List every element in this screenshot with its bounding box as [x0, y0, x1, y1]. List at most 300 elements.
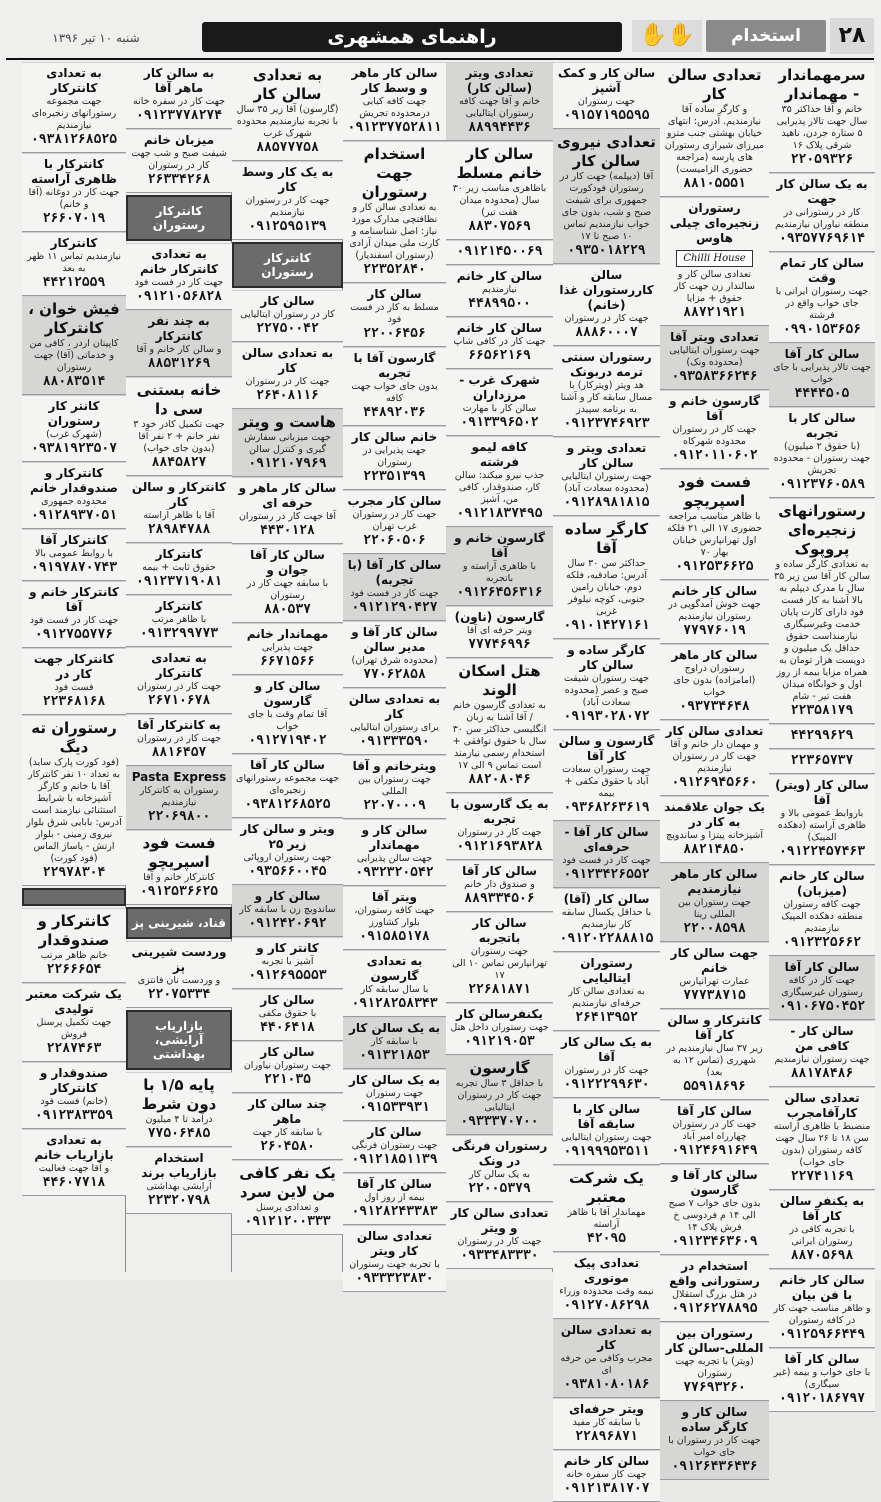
ad-title: سالن کار با تجربه [788, 411, 856, 440]
column-7 [126, 62, 232, 1272]
ad-body: بیمه از روز اول [364, 1192, 425, 1203]
ad-title: به تعدادی سالن کار [348, 692, 441, 721]
ad-phone: ۰۹۱۲۷۱۹۴۰۲ [248, 733, 327, 748]
ad-body: جهت رستوران ایتالیایی [561, 1132, 652, 1143]
ad-title: یک جوان علاقمند به کار در [664, 800, 765, 829]
ad-title: سالن کار [367, 287, 422, 301]
classified-ad [553, 1398, 660, 1450]
ad-title: ویتر آقا [372, 890, 417, 904]
ad-title: سالن کار خانم [671, 584, 758, 598]
ad-body: حداکثر سن ۳۰ سال آدرس: صادقیه، فلکه دوم، خیابان رامین جنوبی، کوچه نیلوفر غربی [565, 558, 648, 617]
classified-ad [446, 1202, 553, 1269]
ad-title: سالن کار آقا و گارسون [671, 1168, 758, 1197]
classified-ad [343, 554, 446, 621]
ad-title: کارگر ساده آقا [564, 520, 649, 557]
ad-phone: ۸۸۱۶۴۵۷ [151, 745, 207, 760]
ad-body: سالن کار با مهارت [462, 403, 537, 414]
classified-ad [126, 1147, 232, 1214]
ad-phone: ۰۹۱۲۳۷۷۵۲۸۱۱ [347, 120, 442, 135]
ad-phone: ۲۲۰۰۸۵۹۸ [683, 921, 746, 936]
ad-body: جهت رستوران [365, 1088, 424, 1099]
ad-phone: ۴۴۳۰۱۲۸ [260, 523, 315, 538]
ad-phone: ۰۹۱۲۱۳۸۱۷۰۷ [563, 1481, 650, 1496]
ad-phone: ۲۲۰۰۶۴۵۶ [363, 326, 426, 341]
ad-title: کانترکار و سالن کار آقا [667, 1013, 762, 1042]
ad-phone: ۰۹۱۲۰۲۲۸۸۸۱۵ [559, 931, 654, 946]
ad-phone: ۰۹۱۲۱۲۹۰۴۲۷ [351, 600, 438, 615]
ad-body: آقا (دیپلمه) جهت کار در رستوران فودکورت جمهوری برای شیفت صبح و شب، بدون جای خواب نیازمندیم تماس ۱۰ صبح تا ۱۷ [559, 171, 654, 242]
ad-title: رستوران زنجیره‌ای چیلی هاوس [669, 201, 760, 245]
ad-phone: ۰۹۱۰۶۷۵۰۴۵۲ [778, 999, 866, 1014]
ad-body: جهت رستوران ایرانی با جای خواب واقع در فرشته [775, 286, 869, 321]
ad-body: جهت رستوران اروپائی [243, 852, 332, 863]
ad-body: محدوده جمهوری [41, 496, 107, 507]
ad-title: فست فود اسپریچو [142, 834, 216, 871]
ad-title: تعدادی ویتر (سالن کار) [465, 66, 534, 95]
classified-ad [660, 62, 769, 197]
ad-phone: ۰۹۱۲۶۴۳۶۴۳۶ [671, 1459, 758, 1474]
classified-ad [22, 715, 126, 886]
ad-phone: ۲۲۷۵۰۰۴۲ [256, 321, 319, 336]
ad-title: رستورانهای زنجیره‌ای پروپوک [778, 502, 866, 558]
ad-phone: ۰۹۳۳۳۲۳۸۳۰ [355, 1271, 434, 1286]
ad-title: به یکنفر سالن کار آقا [779, 1194, 865, 1223]
ad-body: خانم و آقا حداکثر ۳۵ سال جهت تالار پذیرایی ۵ ستاره جردن، ناهید شرقی پلاک ۱۶ [776, 104, 868, 151]
classified-ad [660, 644, 769, 720]
ad-title: سالن کار آقا [784, 347, 860, 361]
ad-body: جهت رستوران شیفت صبح و عصر (محدوده سعادت آباد) [563, 673, 650, 708]
classified-ad [769, 774, 875, 865]
ad-body: جهت مجموعه رستورانهای زنجیره‌ای نیازمندیم [31, 96, 117, 131]
ad-phone: ۰۹۱۲۶۹۵۵۵۳ [248, 968, 327, 983]
ad-title: استخدام در رستورانی واقع [669, 1259, 760, 1288]
ad-title: سالن کار خانم [456, 321, 543, 335]
ad-phone: ۰۹۱۲۷۵۵۷۷۶ [34, 627, 114, 642]
ad-phone: ۰۹۳۵۸۳۶۶۲۴۶ [671, 369, 758, 384]
ad-phone: ۲۲۸۹۶۸۷۱ [575, 1429, 638, 1444]
ad-phone: ۰۹۱۲۲۴۵۷۴۶۳ [778, 844, 866, 859]
ad-phone: ۴۲۰۹۵ [586, 1231, 627, 1246]
classified-ad [232, 1093, 343, 1160]
ad-title: خانم سالن کار [351, 430, 438, 444]
ad-body: آشپزخانه پیتزا و ساندویچ [666, 830, 763, 841]
classified-ad [232, 477, 343, 544]
ad-phone: ۰۹۱۹۹۹۵۳۵۱۱ [563, 1144, 650, 1159]
ad-phone: ۰۹۱۳۲۱۸۵۳ [359, 1048, 430, 1063]
classified-ad [553, 1098, 660, 1165]
ad-body: و مهمان دار خانم و آقا جهت کار در رستوران نیازمندیم [670, 739, 759, 774]
brand-logo: Chilli House [676, 250, 752, 267]
classified-ad [126, 129, 232, 193]
ad-body: به تعدادی گارسون خانم / آقا آشنا به زبان انگلیسی حداکثر سن ۳۰ سال با حقوق توافقی + استخدام رسمی نیازمند است تماس ۹ الی ۱۷ [452, 700, 547, 771]
ad-title: میزبان خانم [143, 133, 215, 147]
classified-ad [126, 766, 232, 830]
ad-phone: ۰۹۱۲۶۲۷۸۸۹۵ [671, 1301, 758, 1316]
ad-body: (محدوده شرق تهران) [351, 655, 438, 666]
ad-body: آقا جهت کار در رستوران [238, 511, 337, 522]
classified-ad [232, 989, 343, 1041]
ad-body: نیمه وقت محدوده وزراء [559, 1286, 654, 1297]
classified-ad [769, 498, 875, 724]
classified-ad [660, 863, 769, 942]
ad-phone: ۰۹۳۵۶۶۰۰۴۵ [248, 864, 327, 879]
ad-phone: ۰۹۱۲۳۲۵۶۶۲ [782, 935, 862, 950]
ad-phone: ۰۹۱۲۳۷۶۰۵۸۹ [778, 477, 866, 492]
ad-phone: ۲۲۶۸۱۸۷۱ [468, 982, 531, 997]
ad-title: تعدادی سالن کار [667, 66, 762, 103]
ad-body: نیازمندیم تماس ۱۱ ظهر به بعد [27, 251, 121, 274]
column-5 [343, 62, 446, 1286]
ad-title: تعدادی سالن کارآقامجرب [784, 1091, 860, 1120]
ad-body: و صندوق دار خانم [464, 879, 535, 890]
ad-body: جهت کار در رستوران غرب تهران [352, 509, 437, 532]
ad-body: (فود کورت پارک ساید) به تعداد ۱۰ نفر کانترکار آقا یا خانم و کارگر آشپزخانه با شرایط استثنائی نیازمند است آدرس: بابایی شرق بلوار نیروی زمینی - بلوار ارتش - پاساژ الماس (فود کورت) [26, 757, 122, 864]
classified-ad [769, 1269, 875, 1348]
ad-body: آقا تمام وقت با جای خواب [247, 709, 328, 732]
ad-title: خانه بستنی سی دا [136, 381, 222, 418]
ad-body: جهت خوش آمدگویی در رستوران نیازمندیم [668, 599, 761, 622]
classified-ad [553, 1165, 660, 1252]
ad-title: سالن کار آقا [357, 1177, 432, 1191]
classified-ad [232, 342, 343, 409]
ad-title: کانترکار [155, 599, 203, 613]
ad-title: سالن کار - کافی من [790, 1024, 854, 1053]
ad-title: رستوران بین المللی-سالن کار [665, 1326, 764, 1355]
ad-title: جهت سالن کار خانم [670, 946, 759, 975]
ad-body: کار در رستوران ایتالیایی [240, 309, 335, 320]
ad-body: مجرب وکافی من حرفه ای [560, 1353, 653, 1376]
classified-ad [343, 62, 446, 141]
ad-body: جهت سالن پذیرایی [356, 853, 433, 864]
ad-body: خانم و آقا جهت کافه رستوران ایتالیایی [458, 96, 541, 119]
ad-title: به سالن کار ماهر آقا [143, 66, 215, 95]
classified-ad [553, 1252, 660, 1319]
ad-title: سالن کار و گارسون [254, 679, 321, 708]
ad-phone: ۰۹۳۸۱۲۶۸۵۲۵ [244, 797, 331, 812]
ad-title: شهرک غرب - مرزداران [459, 373, 540, 402]
ad-phone: ۸۸۰۵۳۷ [264, 602, 311, 617]
classified-ad [126, 1072, 232, 1147]
ad-phone: ۸۸۱۷۸۴۸۶ [790, 1066, 854, 1081]
ad-title: به یک گارسون با تجربه [450, 797, 549, 826]
ad-phone: ۴۴۸۹۹۵۰۰ [468, 296, 531, 311]
ad-body: با سال سابقه کار [360, 984, 429, 995]
ad-title: سالن کار تمام وقت [779, 256, 865, 285]
ad-body: نیازمندیم [482, 284, 517, 295]
ad-phone: ۸۸۲۱۴۸۵۰ [683, 842, 746, 857]
ad-body: ویتر حرفه ای آقا [466, 625, 533, 636]
ad-phone: ۲۲۶۶۶۵۴ [46, 962, 102, 977]
ad-phone: ۸۸۸۶۰۰۰۷ [575, 325, 638, 340]
ad-phone: ۰۹۱۲۸۲۵۸۳۴۳ [351, 996, 438, 1011]
ad-phone: ۰۹۱۲۵۳۶۶۲۵ [139, 884, 219, 899]
ad-title: کارگر ساده و سالن کار [567, 643, 646, 672]
ad-body: جهت کار در رستوران [564, 1065, 649, 1076]
classified-ad [660, 796, 769, 863]
ad-phone: ۲۲۰۰۵۳۷۹ [468, 1181, 531, 1196]
ad-body: جهت رستوران تهرانپارس تماس ۱۰ الی ۱۷ [452, 946, 547, 981]
ad-body: جهت کار در فست فود [350, 588, 439, 599]
classified-ad [343, 1121, 446, 1173]
ad-phone: ۲۲۸۷۴۶۳ [46, 1041, 102, 1056]
ad-body: با روابط عمومی بالا [34, 548, 114, 559]
classified-ad [769, 749, 875, 774]
ad-body: و ظاهر مناسب جهت کار در کافه رستوران [773, 1303, 871, 1326]
ad-phone: ۰۹۱۵۳۳۹۳۱ [359, 1100, 430, 1115]
ad-phone: ۷۷۷۴۶۹۹۶ [468, 637, 531, 652]
ad-body: و تعدادی پرسنل [255, 1202, 320, 1213]
ad-body: با حداقل ۳ سال تجربه جهت کار در رستوران ایتالیایی [455, 1078, 544, 1113]
classified-ad [446, 793, 553, 860]
ad-phone: ۸۸۵۳۱۲۶۹ [147, 356, 211, 371]
ad-phone: ۰۹۱۲۴۲۰۶۹۲ [248, 916, 327, 931]
ad-phone: ۴۴۲۹۹۶۲۹ [790, 728, 854, 743]
ad-title: سالن کار خانم با فن بیان [779, 1273, 865, 1302]
ad-body: کار در رستورانی در منطقه نیاوران نیازمندیم [775, 207, 869, 230]
ad-title: رستوران سنتی ترمه دربونک [561, 350, 652, 379]
classified-ad [446, 141, 553, 240]
classified-ad [232, 161, 343, 240]
classified-ad [553, 952, 660, 1031]
ad-body: آقا با ظاهر آراسته [143, 510, 215, 521]
classified-ad [22, 153, 126, 232]
ad-title: به کانترکار آقا [137, 718, 221, 732]
ad-phone: ۰۹۱۲۳۸۳۳۵۹ [34, 1108, 114, 1123]
ad-phone: ۴۴۶۰۷۷۱۸ [42, 1175, 106, 1190]
classified-ad [343, 950, 446, 1017]
ad-phone: ۰۹۱۳۳۳۵۹۰ [359, 734, 430, 749]
ad-phone: ۷۷۷۳۸۷۱۵ [683, 988, 746, 1003]
ad-body: جهت کافه کبابی درمحدوده تجریش [359, 96, 430, 119]
ad-phone: ۰۹۳۳۳۷۰۷۰۰ [460, 1114, 539, 1129]
ad-body: جهت کار در کافی شاپ [453, 336, 546, 347]
classified-ad [343, 283, 446, 347]
ad-body: با ظاهر مرتب [151, 614, 207, 625]
ad-title: سالن کار ماهر [671, 648, 758, 662]
classified-ad [660, 469, 769, 580]
ad-body: با سابقه جهت کار در رستوران [246, 578, 329, 601]
ad-title: سالن کار خانم [563, 1454, 650, 1468]
ad-phone: ۰۹۹۰۱۵۳۶۵۶ [782, 322, 862, 337]
ad-title: تعدادی نیروی سالن کار [557, 133, 656, 170]
ad-phone: ۸۸۰۸۳۵۱۴ [42, 374, 106, 389]
header-divider [6, 58, 874, 60]
classified-ad [126, 714, 232, 766]
ad-phone: ۰۹۱۲۰۱۱۰۶۰۲ [671, 448, 758, 463]
ad-body: تعدادی سالن کار و سالندار زن جهت کار حقوق + مزایا [673, 269, 756, 304]
ad-phone: ۲۶۴۱۳۹۵۲ [575, 1010, 638, 1025]
ad-phone: ۸۸۲۰۸۰۴۶ [468, 772, 531, 787]
ad-phone: ۰۹۳۵۰۱۸۲۲۹ [567, 243, 646, 258]
classified-ad [22, 232, 126, 296]
ad-title: تعدادی پیک موتوری [573, 1256, 640, 1285]
column-1 [769, 62, 875, 1406]
ad-body: جهت کار در رستوران نیازمندیم [245, 195, 330, 218]
classified-ad [343, 426, 446, 490]
ad-title: به یک سالن کار [348, 1021, 441, 1035]
classified-ad [343, 490, 446, 554]
classified-ad [232, 1041, 343, 1093]
classified-ad [446, 369, 553, 436]
ad-phone: ۰۹۱۵۷۱۹۵۵۹۵ [563, 108, 650, 123]
ad-title: سالن کار [367, 1125, 422, 1139]
classified-ad [446, 658, 553, 793]
classified-ad [446, 912, 553, 1003]
ad-phone: ۰۹۱۲۳۷۴۶۹۲۳ [563, 416, 650, 431]
ad-phone: ۰۹۱۰۱۴۲۷۱۶۱ [563, 618, 650, 633]
ad-body: جهت کار در رستوران [245, 376, 330, 387]
ad-title: سالن کار آقا جوان و [250, 548, 325, 577]
page-header [6, 8, 874, 58]
ad-title: سالن کار باتجربه [472, 916, 527, 945]
column-8 [22, 62, 126, 1272]
classified-ad [769, 252, 875, 343]
ad-body: جهت کار سفره خانه [566, 1469, 647, 1480]
ad-body: شیفت صبح و شب جهت کار در رستوران [131, 148, 227, 171]
classified-ad [660, 197, 769, 326]
ad-title: رستوران ایتالیایی [580, 956, 633, 985]
classified-ad [660, 580, 769, 644]
ad-body: (شهرک غرب) [46, 429, 102, 440]
ad-body: با ظاهر مناسب مراجعه حضوری ۱۷ الی ۲۱ فلکه اول تهرانپارس خیابان بهار ۷۰ [666, 511, 763, 558]
ad-body: باظاهری مناسب زیر ۳۰ سال (محدوده میدان هفت تیر) [452, 183, 547, 218]
ad-body: جهت مجموعه رستورانهای زنجیره‌ای [236, 773, 339, 796]
ad-body: جهت رستوران بین المللی رینا [678, 897, 751, 920]
ad-title: گارسون و سالن کار آقا [558, 734, 655, 763]
classified-ad [232, 754, 343, 818]
ad-title: صندوقدار و کانترکار [39, 1066, 109, 1095]
ad-title: یک شرکت معتبر تولیدی [26, 987, 122, 1016]
ad-title: کانتر کار و [256, 941, 319, 955]
ad-phone: ۰۹۱۲۵۳۶۶۲۵ [675, 559, 754, 574]
ad-phone: ۲۲۰۵۹۳۲۶ [790, 152, 854, 167]
ad-title: تعدادی سالن کار [665, 724, 764, 738]
classified-ad [660, 1255, 769, 1322]
ad-phone: ۰۹۳۸۱۹۲۳۵۰۷ [30, 441, 118, 456]
ad-title: گارسون خانم و آقا [454, 531, 545, 560]
ad-title: سالن کار و [254, 889, 321, 903]
ad-body: زیر ۳۷ سال نیازمندیم در شهرری (تماس ۱۲ به بعد) [666, 1043, 763, 1078]
ad-phone: ۰۹۱۲۱۰۵۶۸۲۸ [135, 289, 223, 304]
ad-title: کانتر کار رستوران [47, 399, 101, 428]
ad-phone: ۲۶۶۰۷۰۱۹ [42, 211, 106, 226]
ad-title: کانترکار خانم و آقا [29, 585, 119, 614]
ad-body: و آقا جهت فعالیت [38, 1163, 110, 1174]
ad-phone: ۰۹۱۲۳۴۲۶۵۵۲ [563, 867, 650, 882]
classified-ad [126, 377, 232, 476]
ad-phone: ۰۹۱۲۳۴۶۳۶۰۹ [671, 1234, 758, 1249]
ad-phone: ۷۷۰۶۲۸۵۸ [363, 667, 426, 682]
ad-title: سالن کار و کمک آشپز [557, 66, 656, 95]
ad-body: آشپز با تجربه [261, 956, 314, 967]
classified-ad [343, 621, 446, 688]
ad-title: به یک سالن کار جهت [776, 177, 868, 206]
classified-ad [232, 290, 343, 342]
ad-body: جهت کار در رستوران [457, 827, 542, 838]
ad-body: جهت رستوران داخل هتل [450, 1022, 549, 1033]
ad-body: جهت کار در رستوران [457, 1236, 542, 1247]
classified-ad [232, 818, 343, 885]
column-6 [232, 62, 343, 1272]
category-heading: بازاریاب آرایشی، بهداشتی [126, 1010, 232, 1070]
ad-body: با ظاهری آراسته و باتجربه [462, 561, 537, 584]
ad-phone: ۰۹۱۳۳۹۶۵۰۲ [460, 415, 539, 430]
ad-title: کانترکار و صندوقدار خانم [30, 466, 118, 495]
ad-title: کانترکار جهت کار در [33, 652, 115, 681]
section-title: استخدام [706, 20, 826, 52]
ad-title: سالن کار (ویتر) آقا [775, 778, 869, 807]
classified-ad [22, 1062, 126, 1129]
ad-body: جذب نیرو میکند: سالن کار، صندوقدار، کافی من، آشپز [454, 470, 545, 505]
ad-body: بدون جای خواب جهت کافه [351, 381, 438, 404]
ad-title: سالن کاررستوران غذا (خانم) [559, 268, 654, 312]
ad-phone: ۴۴۴۴۵۰۵ [794, 386, 850, 401]
ad-body: و سالن کار خانم و آقا [136, 344, 222, 355]
classified-ad [553, 1450, 660, 1502]
ad-phone: ۷۷۵۰۶۴۸۵ [147, 1126, 211, 1141]
ad-phone: ۲۶۳۳۴۲۶۸ [147, 172, 211, 187]
ad-phone: ۰۹۱۲۶۴۵۶۳۱۶ [456, 585, 543, 600]
ad-phone: ۰۹۱۲۱۸۵۱۱۳۹ [351, 1152, 438, 1167]
classified-ad [126, 830, 232, 905]
ad-phone: ۰۹۱۲۸۲۴۳۳۸۳ [351, 1204, 438, 1219]
ad-body: با سابقه کار مفید [572, 1417, 641, 1428]
classified-ad [660, 942, 769, 1009]
ad-body: جهت پذیرایی در رستوران [362, 445, 427, 468]
classified-ad [126, 595, 232, 647]
classified-ad [660, 1009, 769, 1100]
ad-title: به تعدادی سالن کار [241, 346, 334, 375]
ad-body: جهت کافه رستوران منطقه دهکده المپیک نیازمندیم [781, 899, 863, 934]
classified-ad [769, 1020, 875, 1087]
classified-ad [343, 1173, 446, 1225]
ad-body: درآمد تا ۴ میلیون [145, 1114, 213, 1125]
classified-ad [22, 983, 126, 1062]
classified-ad [553, 437, 660, 516]
ad-title: سالن کار آقا [462, 864, 537, 878]
ad-title: سالن کار [260, 1045, 315, 1059]
ad-body: جهت تکمیل پرسنل فروش [36, 1017, 112, 1040]
ad-body: کانترکار خانم و آقا [143, 872, 215, 883]
ad-phone: ۷۷۹۷۶۰۱۹ [683, 623, 746, 638]
ad-phone: ۲۲۱۰۳۵ [264, 1072, 311, 1087]
classified-ad [343, 141, 446, 283]
ad-title: Pasta Express [131, 770, 227, 784]
classified-ad [553, 516, 660, 639]
ad-title: به یک سالن کار آقا [560, 1035, 653, 1064]
ad-phone: ۲۲۰۷۰۰۰۹ [363, 798, 426, 813]
ad-title: سالن کار آقا و مدیر سالن [351, 625, 438, 654]
ad-title: وردست شیرینی پز [131, 945, 227, 974]
column-3 [553, 62, 660, 1496]
ad-phone: ۲۶۷۱۰۶۷۸ [147, 693, 211, 708]
ad-phone: ۶۶۷۱۵۶۶ [260, 654, 315, 669]
classified-ad [343, 1069, 446, 1121]
ad-body: جهت کار در رستوران چهارراه امیر آباد [672, 1119, 757, 1142]
ad-body: جهت کار در کافه رستوران غیرسیگاری [781, 975, 863, 998]
classified-ad [553, 1319, 660, 1398]
ad-title: سالن کار با سابقه آقا [572, 1102, 641, 1131]
ad-body: با سابقه کار [371, 1036, 418, 1047]
classified-ad [446, 860, 553, 912]
ad-body: (گارسون) آقا زیر ۳۵ سال با تجربه نیازمندیم محدوده شهرک غرب [236, 104, 339, 139]
ad-body: جهت کار در رستوران [564, 313, 649, 324]
classified-ad [553, 639, 660, 730]
ad-body: با تجربه جهت رستوران [349, 1259, 440, 1270]
ad-body: جهت رستوران نیاوران [243, 1060, 332, 1071]
ad-body: بدون جای خواب ۷ صبح الی ۱۴ م فردوسی خ فرش پلاک ۱۴ [668, 1198, 761, 1233]
ad-phone: ۲۲۰۶۹۸۰۰ [147, 809, 211, 824]
